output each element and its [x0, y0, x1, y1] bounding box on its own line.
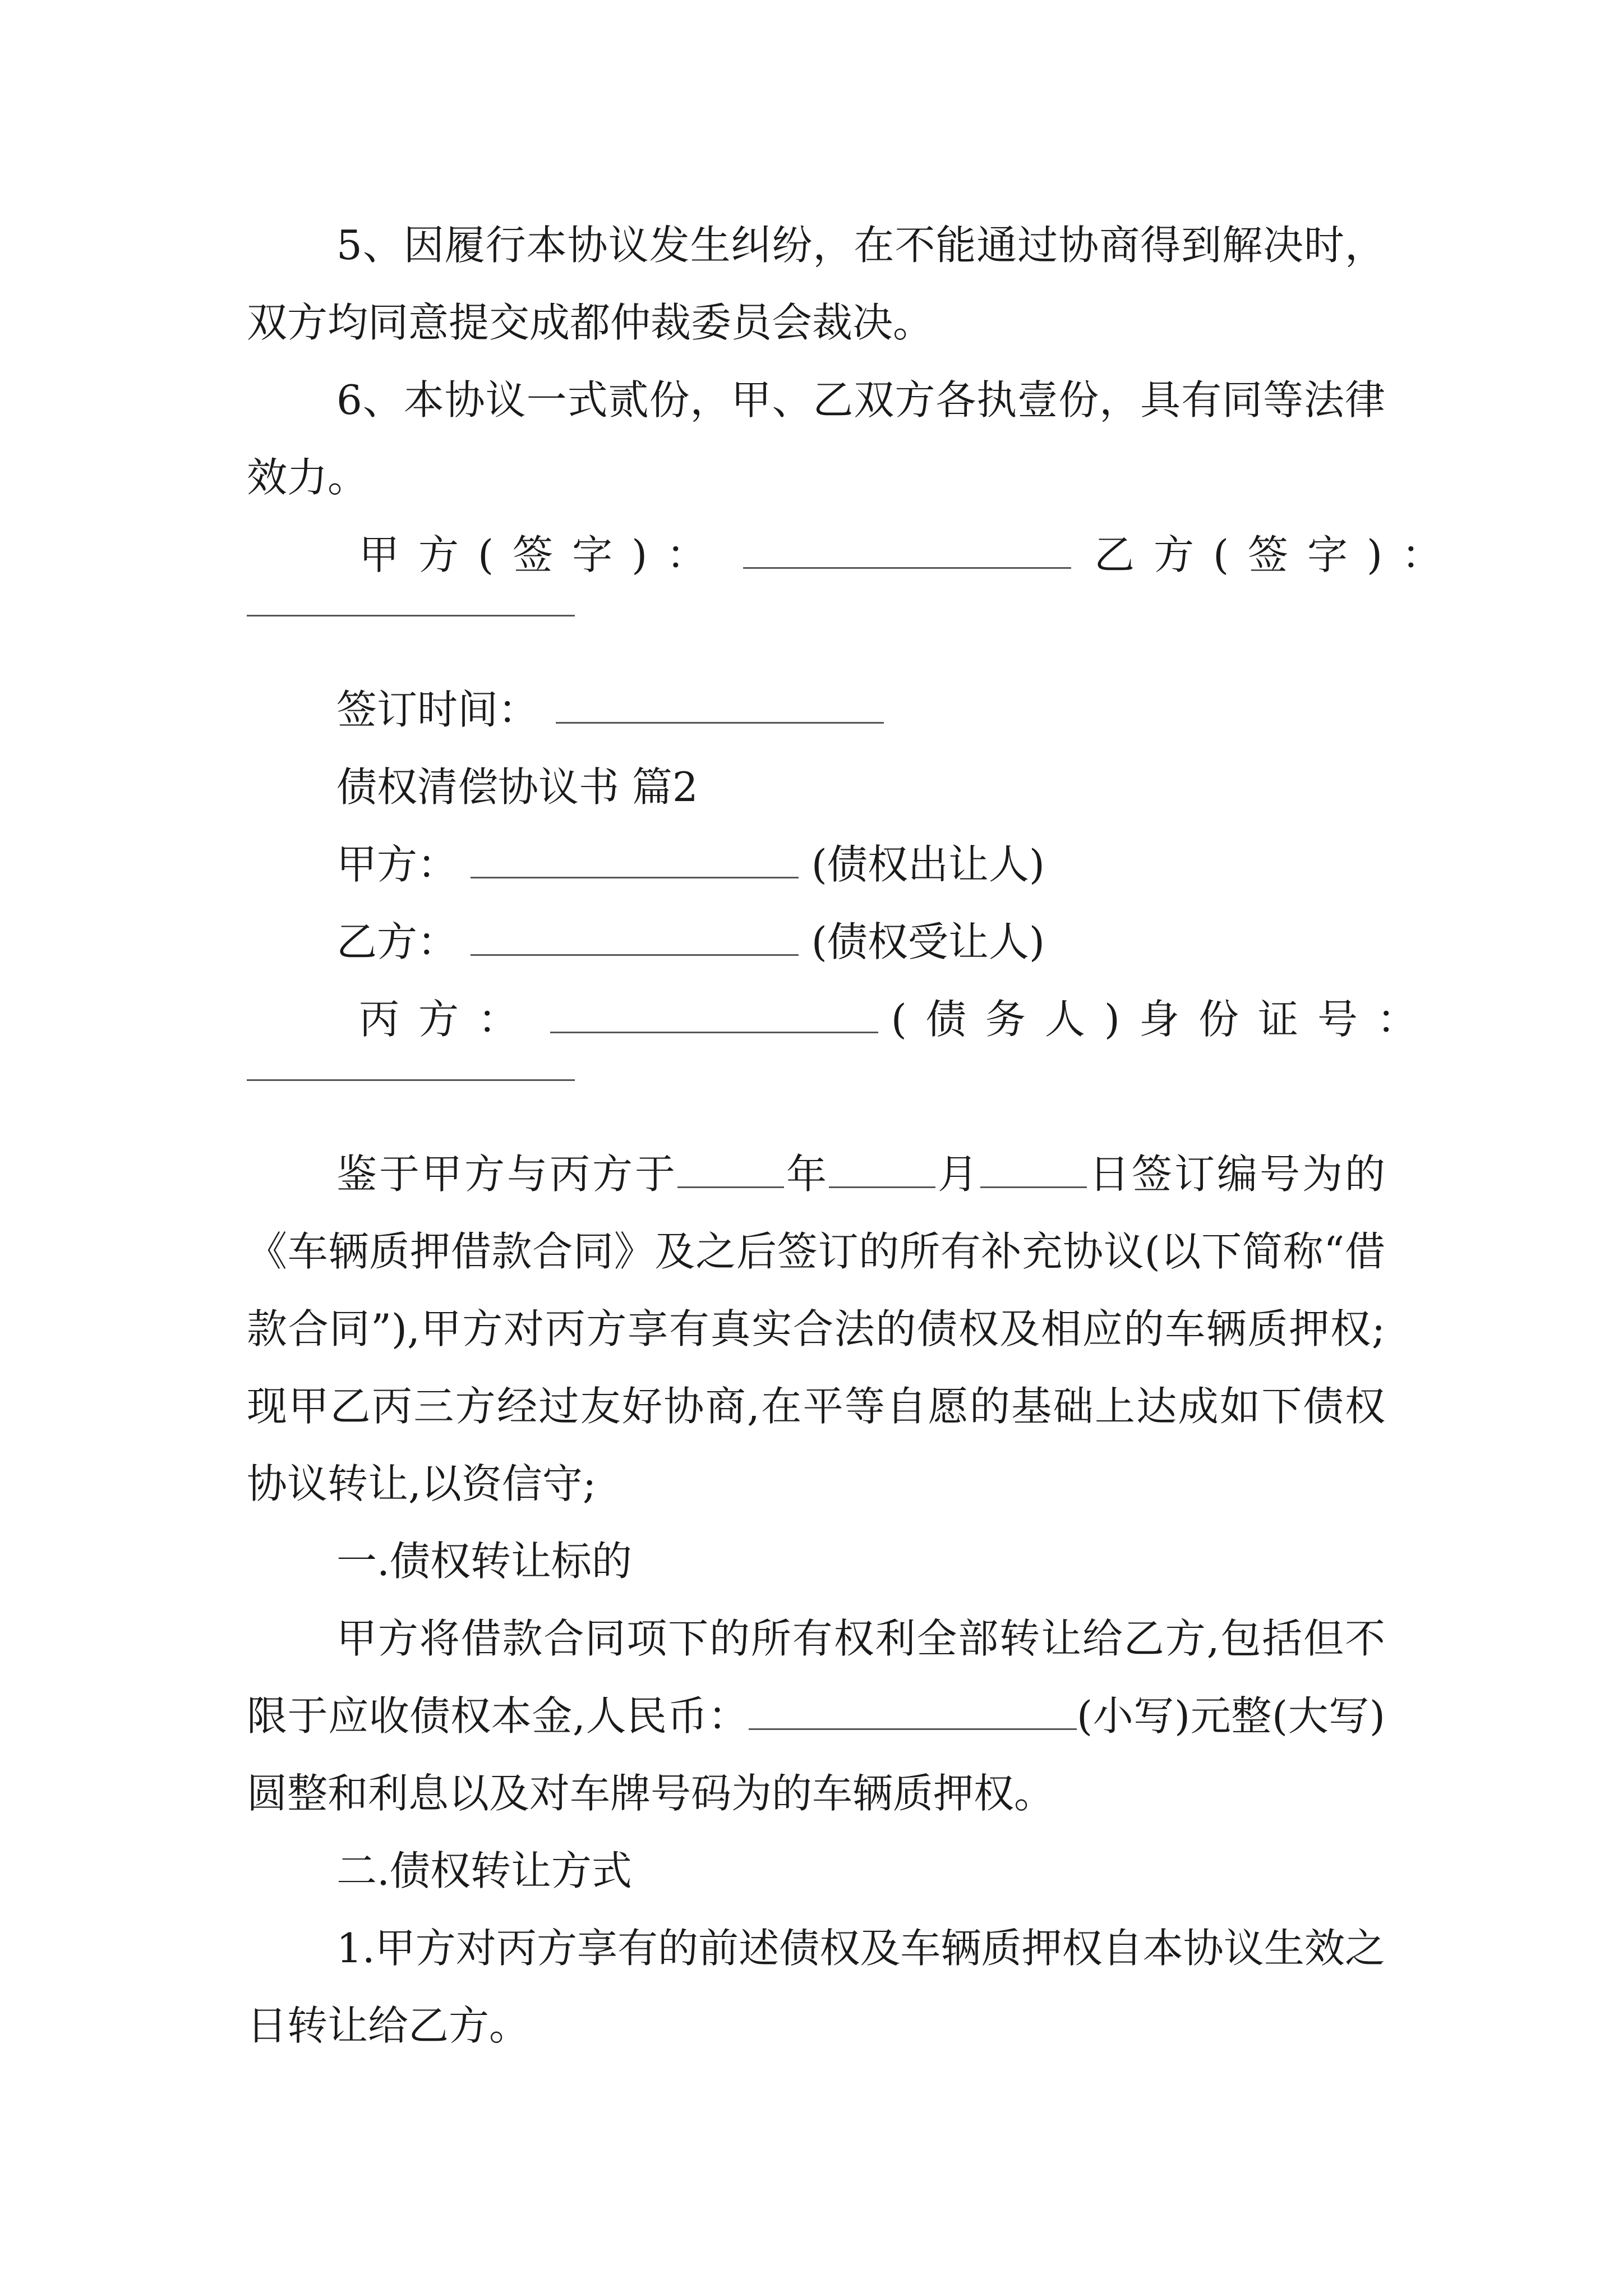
- principal-amount-field[interactable]: [749, 1697, 1077, 1730]
- recital-intro: 鉴于甲方与丙方于: [336, 1151, 677, 1198]
- party-b-signature-field[interactable]: [247, 615, 575, 616]
- party-b-role: (债权受让人): [811, 918, 1045, 965]
- clause-5: [247, 206, 1385, 361]
- signature-row: [359, 516, 1461, 593]
- party-a-signature-label: 甲方(签字)：: [359, 531, 726, 578]
- month-label: 月: [935, 1151, 980, 1198]
- party-c-row: [359, 981, 1436, 1058]
- party-a-name-field[interactable]: [471, 845, 799, 878]
- section-heading: 债权清偿协议书 篇2: [336, 763, 698, 811]
- party-c-label: 丙方：: [359, 996, 538, 1043]
- party-c-role: (债务人)身份证号：: [891, 996, 1436, 1043]
- section-2-paragraph: [247, 1910, 1385, 2064]
- recital-body: 日签订编号为的《车辆质押借款合同》及之后签订的所有补充协议(以下简称“借款合同”),甲方对丙方享有真实合法的债权及相应的车辆质押权;现甲乙丙三方经过友好协商,在平等自愿的基础上达成如下债权协议转让,以资信守;: [247, 1151, 1385, 1507]
- recital-paragraph: [247, 1135, 1385, 1522]
- clause-6: [247, 361, 1385, 516]
- party-c-name-field[interactable]: [550, 1000, 878, 1033]
- party-b-label: 乙方：: [336, 918, 458, 965]
- section-2-heading: 二.债权转让方式: [336, 1847, 632, 1894]
- day-field[interactable]: [980, 1155, 1087, 1188]
- month-field[interactable]: [829, 1155, 935, 1188]
- section-1-heading: 一.债权转让标的: [336, 1538, 632, 1585]
- party-a-signature-field[interactable]: [743, 536, 1071, 569]
- section-1-text-b: (小写)元整(大写)圆整和利息以及对车牌号码为的车辆质押权。: [247, 1692, 1385, 1817]
- year-label: 年: [783, 1151, 829, 1198]
- party-c-id-field[interactable]: [247, 1079, 575, 1081]
- year-field[interactable]: [677, 1155, 784, 1188]
- party-b-row: [336, 903, 1045, 981]
- sign-time-row: [336, 671, 884, 748]
- party-a-label: 甲方：: [336, 841, 458, 888]
- clause-6-text: 6、本协议一式贰份，甲、乙双方各执壹份，具有同等法律效力。: [247, 376, 1385, 501]
- party-b-signature-label: 乙方(签字)：: [1094, 531, 1461, 578]
- section-2-text: 1.甲方对丙方享有的前述债权及车辆质押权自本协议生效之日转让给乙方。: [247, 1925, 1385, 2049]
- clause-5-text: 5、因履行本协议发生纠纷，在不能通过协商得到解决时，双方均同意提交成都仲裁委员会裁决。: [247, 222, 1385, 346]
- party-a-row: [336, 826, 1045, 903]
- section-1-text-a: 甲方将借款合同项下的所有权利全部转让给乙方,包括但不限于应收债权本金,人民币：: [247, 1615, 1385, 1740]
- party-a-role: (债权出让人): [811, 841, 1045, 888]
- party-b-name-field[interactable]: [471, 923, 799, 956]
- sign-time-field[interactable]: [556, 691, 884, 724]
- sign-time-label: 签订时间：: [336, 686, 539, 733]
- section-1-paragraph: [247, 1600, 1385, 1832]
